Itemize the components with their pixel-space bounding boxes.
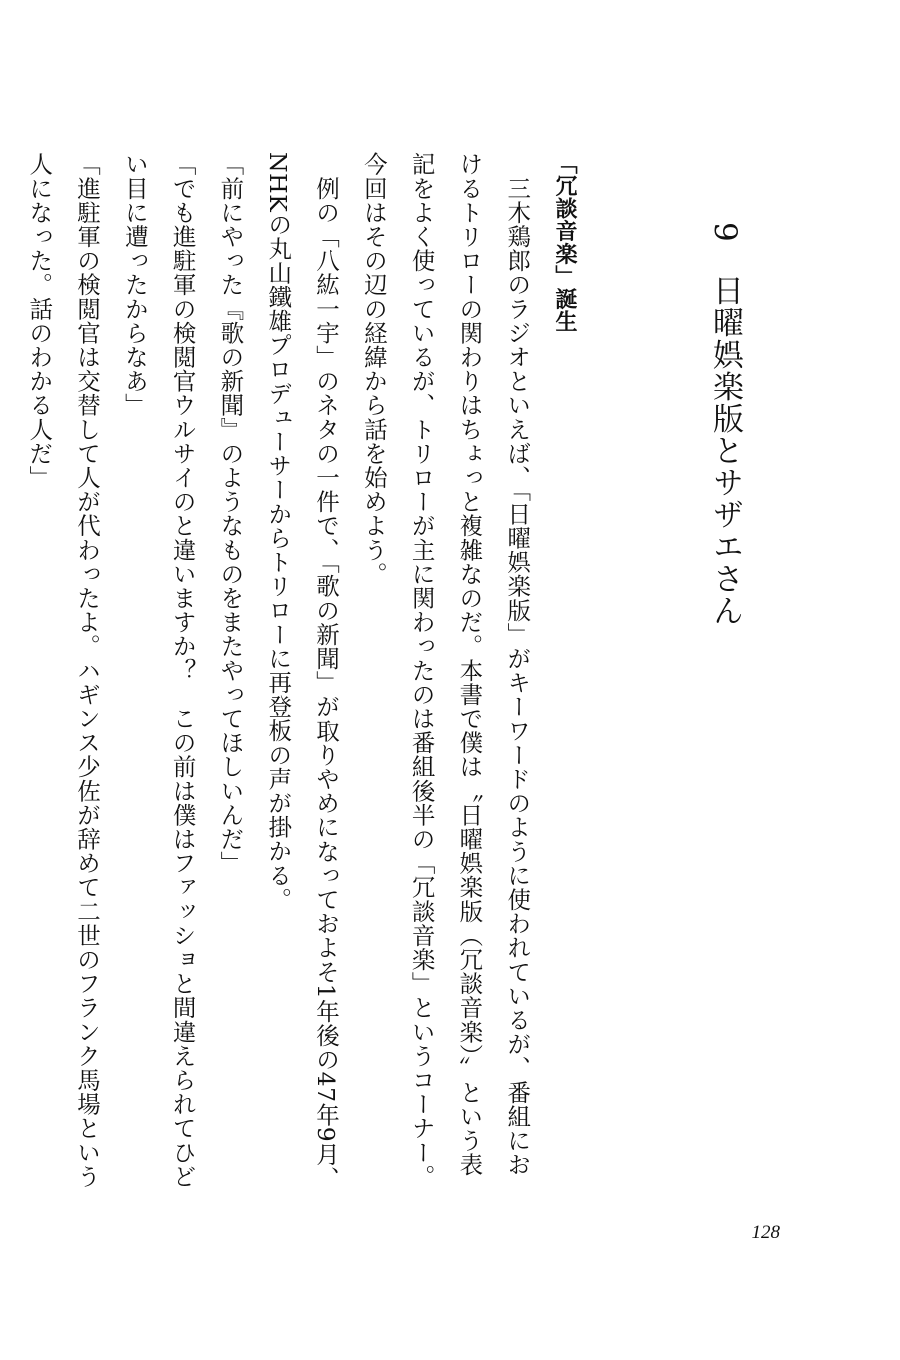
body-text xyxy=(25,152,588,1212)
text-line: 例の「八紘一宇」のネタの一件で、「歌の新聞」が取りやめになっておよそ1年後の47年9月、 xyxy=(312,152,341,1191)
text-line: 「でも進駐軍の検閲官ウルサイのと違いますか？ この前は僕はファッショと間違えられてひど xyxy=(168,152,197,1189)
page-number: 128 xyxy=(751,1222,780,1243)
text-line: い目に遭ったからなあ」 xyxy=(120,152,149,418)
text-line: 「進駐軍の検閲官は交替して人が代わったよ。ハギンス少佐が辞めて二世のフランク馬場という xyxy=(73,152,102,1189)
chapter-title: 9 日曜娯楽版とサザエさん xyxy=(707,222,743,627)
text-line: けるトリローの関わりはちょっと複雑なのだ。本書で僕は〝日曜娯楽版（冗談音楽）〟という表 xyxy=(455,152,484,1177)
text-line: 三木鶏郎のラジオといえば、「日曜娯楽版」がキーワードのように使われているが、番組にお xyxy=(503,152,532,1177)
section-heading: 「冗談音楽」誕生 xyxy=(552,152,577,333)
text-line: 今回はその辺の経緯から話を始めよう。 xyxy=(359,152,388,586)
text-line: 「前にやった『歌の新聞』のようなものをまたやってほしいんだ」 xyxy=(216,152,245,875)
text-line: 記をよく使っているが、トリローが主に関わったのは番組後半の「冗談音楽」というコーナー。 xyxy=(407,152,436,1189)
text-line: NHKの丸山鐵雄プロデューサーからトリローに再登板の声が掛かる。 xyxy=(264,152,293,912)
text-line: 人になった。話のわかる人だ」 xyxy=(25,152,54,490)
